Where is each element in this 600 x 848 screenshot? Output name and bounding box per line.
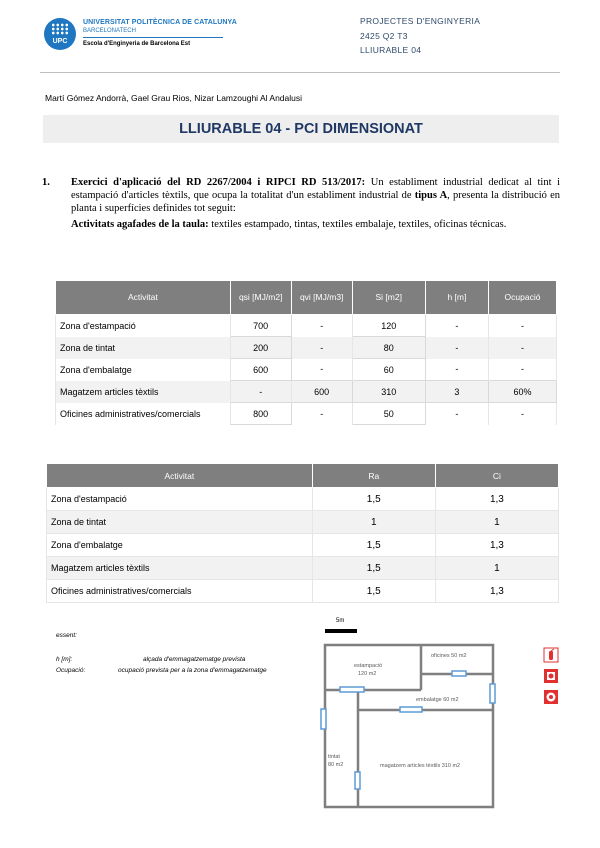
cell-ci: 1,3 xyxy=(435,534,558,557)
scale-bar xyxy=(325,629,357,633)
logo-dots-icon xyxy=(51,23,69,35)
table-row xyxy=(56,403,557,425)
cell-ci: 1 xyxy=(435,557,558,580)
table-row xyxy=(47,488,559,511)
logo-divider xyxy=(83,37,223,38)
cell-qsi: 600 xyxy=(230,359,291,381)
cell-qvi: - xyxy=(291,315,352,337)
course-name: PROJECTES D'ENGINYERIA xyxy=(360,16,481,26)
door-icon xyxy=(340,687,364,692)
table-row xyxy=(47,557,559,580)
scale-label: 5m xyxy=(336,618,345,624)
fire-hose-icon xyxy=(544,669,558,683)
cell-ra: 1 xyxy=(312,511,435,534)
table-row xyxy=(56,315,557,337)
cell-h: 3 xyxy=(425,381,488,403)
cell-qvi: - xyxy=(291,403,352,425)
cell-activity: Zona de tintat xyxy=(47,511,313,534)
cell-h: - xyxy=(425,315,488,337)
risk-coefficient-table xyxy=(46,463,559,603)
fire-load-table xyxy=(55,280,557,425)
room-estampacio-label: estampació xyxy=(354,663,383,669)
cell-qsi: 200 xyxy=(230,337,291,359)
room-magatzem-label: magatzem articles tèxtils 310 m2 xyxy=(380,763,461,769)
cell-ocupacio: 60% xyxy=(489,381,557,403)
door-icon xyxy=(452,671,466,676)
col-qvi: qvi [MJ/m3] xyxy=(291,281,352,315)
cell-ci: 1 xyxy=(435,511,558,534)
legend-occupancy-label: Ocupació: xyxy=(56,667,86,674)
legend-h-label: h [m]: xyxy=(56,656,73,663)
cell-h: - xyxy=(425,403,488,425)
exercise-statement xyxy=(71,176,560,215)
cell-si: 120 xyxy=(352,315,425,337)
door-icon xyxy=(400,707,422,712)
header-divider xyxy=(40,72,560,73)
col-ra: Ra xyxy=(312,464,435,488)
legend-title: essent: xyxy=(56,632,77,639)
table-row xyxy=(47,580,559,603)
table-row xyxy=(56,337,557,359)
cell-ra: 1,5 xyxy=(312,580,435,603)
cell-activity: Zona d'estampació xyxy=(56,315,231,337)
exercise-number: 1. xyxy=(42,177,50,188)
authors: Martí Gómez Andorrà, Gael Grau Rios, Nizar Lamzoughi Al Andalusi xyxy=(45,93,303,103)
col-ocupacio: Ocupació xyxy=(489,281,557,315)
cell-activity: Magatzem articles tèxtils xyxy=(56,381,231,403)
course-group: 2425 Q2 T3 xyxy=(360,31,408,41)
exercise-heading: Exercici d'aplicació del RD 2267/2004 i RIPCI RD 513/2017: xyxy=(71,177,366,188)
cell-si: 310 xyxy=(352,381,425,403)
cell-ra: 1,5 xyxy=(312,534,435,557)
table-row xyxy=(47,511,559,534)
cell-h: - xyxy=(425,359,488,381)
activities-text: textiles estampado, tintas, textiles embalaje, textiles, oficinas técnicas. xyxy=(208,219,507,230)
cell-ocupacio: - xyxy=(489,359,557,381)
exercise-paragraph xyxy=(42,176,560,231)
establishment-type: tipus A xyxy=(414,190,448,201)
cell-qsi: 700 xyxy=(230,315,291,337)
col-h: h [m] xyxy=(425,281,488,315)
cell-h: - xyxy=(425,337,488,359)
fire-safety-icons xyxy=(542,646,560,706)
school-name: Escola d'Enginyeria de Barcelona Est xyxy=(83,41,191,47)
cell-ci: 1,3 xyxy=(435,488,558,511)
table-header-row xyxy=(47,464,559,488)
room-estampacio-area: 120 m2 xyxy=(358,671,377,677)
cell-si: 50 xyxy=(352,403,425,425)
cell-qsi: - xyxy=(230,381,291,403)
cell-si: 80 xyxy=(352,337,425,359)
cell-ra: 1,5 xyxy=(312,557,435,580)
upc-logo xyxy=(44,18,76,50)
col-activitat: Activitat xyxy=(47,464,313,488)
page-title: LLIURABLE 04 - PCI DIMENSIONAT xyxy=(179,121,423,137)
table-row xyxy=(56,381,557,403)
fire-extinguisher-icon xyxy=(544,648,558,662)
cell-ra: 1,5 xyxy=(312,488,435,511)
table-header-row xyxy=(56,281,557,315)
cell-activity: Oficines administratives/comercials xyxy=(47,580,313,603)
floor-plan xyxy=(318,612,508,812)
exercise-text-1: Un establiment industrial dedicat al tint i estampació d'articles tèxtils, que ocupa la totalitat d'un establiment industrial de xyxy=(71,177,560,201)
cell-activity: Oficines administratives/comercials xyxy=(56,403,231,425)
legend-h-desc: alçada d'emmagatzematge prevista xyxy=(143,656,246,663)
col-si: Si [m2] xyxy=(352,281,425,315)
cell-qvi: - xyxy=(291,337,352,359)
fire-alarm-icon xyxy=(544,690,558,704)
room-oficines-label: oficines 50 m2 xyxy=(431,653,467,659)
cell-activity: Zona de tintat xyxy=(56,337,231,359)
col-ci: Ci xyxy=(435,464,558,488)
cell-qsi: 800 xyxy=(230,403,291,425)
deliverable-label: LLIURABLE 04 xyxy=(360,45,422,55)
table-row xyxy=(47,534,559,557)
exercise-text-2: , presenta la distribució en planta i superfícies definides tot seguit: xyxy=(71,190,560,214)
door-icon xyxy=(490,684,495,703)
door-icon xyxy=(321,709,326,729)
legend-occupancy-desc: ocupació prevista per a la zona d'emmagatzematge xyxy=(118,667,267,674)
room-embalatge-label: embalatge 60 m2 xyxy=(416,697,459,703)
logo-text: UPC xyxy=(52,38,68,45)
cell-ocupacio: - xyxy=(489,337,557,359)
table-row xyxy=(56,359,557,381)
door-icon xyxy=(355,772,360,789)
university-subtitle: BARCELONATECH xyxy=(83,28,136,34)
cell-qvi: 600 xyxy=(291,381,352,403)
cell-qvi: - xyxy=(291,359,352,381)
university-name: UNIVERSITAT POLITÈCNICA DE CATALUNYA xyxy=(83,19,237,26)
col-activitat: Activitat xyxy=(56,281,231,315)
plan-outline xyxy=(325,645,493,807)
cell-ci: 1,3 xyxy=(435,580,558,603)
col-qsi: qsi [MJ/m2] xyxy=(230,281,291,315)
cell-activity: Zona d'embalatge xyxy=(56,359,231,381)
cell-activity: Zona d'embalatge xyxy=(47,534,313,557)
cell-activity: Magatzem articles tèxtils xyxy=(47,557,313,580)
cell-activity: Zona d'estampació xyxy=(47,488,313,511)
activities-statement xyxy=(71,218,560,231)
cell-ocupacio: - xyxy=(489,403,557,425)
room-tintat-label: tintat xyxy=(328,754,340,760)
cell-si: 60 xyxy=(352,359,425,381)
room-tintat-area: 80 m2 xyxy=(328,762,344,768)
cell-ocupacio: - xyxy=(489,315,557,337)
activities-heading: Activitats agafades de la taula: xyxy=(71,219,209,230)
